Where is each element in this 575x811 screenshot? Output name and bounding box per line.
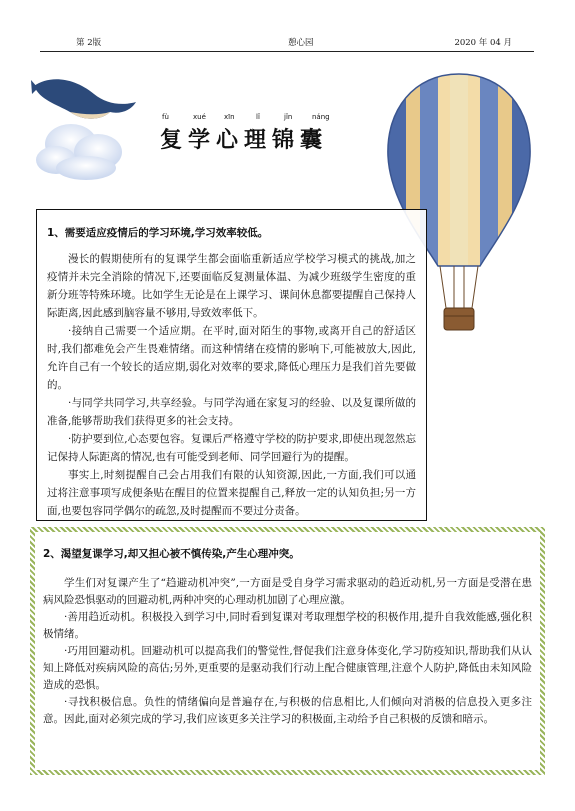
page-header <box>40 36 534 50</box>
section-2-paragraph: ·善用趋近动机。积极投入到学习中,同时看到复课对考取理想学校的积极作用,提升自我效能感,强化积极情绪。 <box>43 611 532 640</box>
section-1-paragraph: ·防护要到位,心态要包容。复课后严格遵守学校的防护要求,即使出现忽然忘记保持人际距离的情况,也有可能受到老师、同学回避行为的提醒。 <box>47 433 416 463</box>
title-text: 复学心理锦囊 <box>160 127 329 153</box>
pinyin-syllable: fù <box>162 113 169 121</box>
pinyin-syllable: náng <box>312 113 330 121</box>
section-1-box <box>36 209 427 521</box>
section-1-paragraph: 事实上,时刻提醒自己会占用我们有限的认知资源,因此,一方面,我们可以通过将注意事项写成便条贴在醒目的位置来提醒自己,释放一定的认知负担;另一方面,也要包容同学偶尔的疏忽,及时提醒而不要过分责备。 <box>47 469 416 517</box>
whale-cloud-illustration <box>26 72 146 182</box>
pinyin-syllable: lǐ <box>256 113 260 121</box>
section-1-heading: 1、需要适应疫情后的学习环境,学习效率较低。 <box>47 227 269 239</box>
column-name: 憩心园 <box>288 38 314 48</box>
section-1-paragraph: ·与同学共同学习,共享经验。与同学沟通在家复习的经验、以及复课所做的准备,能够帮助我们获得更多的社会支持。 <box>47 397 416 427</box>
pinyin-syllable: jǐn <box>284 113 293 121</box>
page-title <box>160 113 350 155</box>
section-2-heading: 2、渴望复课学习,却又担心被不慎传染,产生心理冲突。 <box>43 548 300 560</box>
section-1-paragraph: 漫长的假期使所有的复课学生都会面临重新适应学校学习模式的挑战,加之疫情并未完全消除的情况下,还要面临反复测量体温、为减少班级学生密度的重新分班等特殊环境。比如学生无论是在上课学习、课间休息都要提醒自己保持人际距离,因此感到脑容量不够用,导致效率低下。 <box>47 253 416 319</box>
section-1-paragraph: ·接纳自己需要一个适应期。在平时,面对陌生的事物,或离开自己的舒适区时,我们都难免会产生畏难情绪。而这种情绪在疫情的影响下,可能被放大,因此,允许自己有一个较长的适应期,弱化对效率的要求,降低心理压力是我们首先要做的。 <box>47 325 416 391</box>
issue-date: 2020 年 04 月 <box>454 38 512 48</box>
pinyin-syllable: xīn <box>224 113 235 121</box>
section-2-paragraph: ·寻找积极信息。负性的情绪偏向是普遍存在,与积极的信息相比,人们倾向对消极的信息投入更多注意。因此,面对必须完成的学习,我们应该更多关注学习的积极面,主动给予自己积极的反馈和暗示。 <box>43 696 532 725</box>
section-2-paragraph: 学生们对复课产生了“趋避动机冲突”,一方面是受自身学习需求驱动的趋近动机,另一方面是受潜在患病风险恐惧驱动的回避动机,两种冲突的心理动机加剧了心理应激。 <box>43 577 532 606</box>
section-2-box <box>30 527 545 775</box>
section-2-paragraph: ·巧用回避动机。回避动机可以提高我们的警觉性,督促我们注意身体变化,学习防疫知识,帮助我们从认知上降低对疾病风险的高估;另外,更重要的是驱动我们行动上配合健康管理,注意个人防护,降低由未知风险造成的恐惧。 <box>43 645 532 691</box>
header-rule <box>40 51 534 52</box>
pinyin-syllable: xué <box>193 113 206 121</box>
edition-label: 第 2版 <box>76 38 102 48</box>
